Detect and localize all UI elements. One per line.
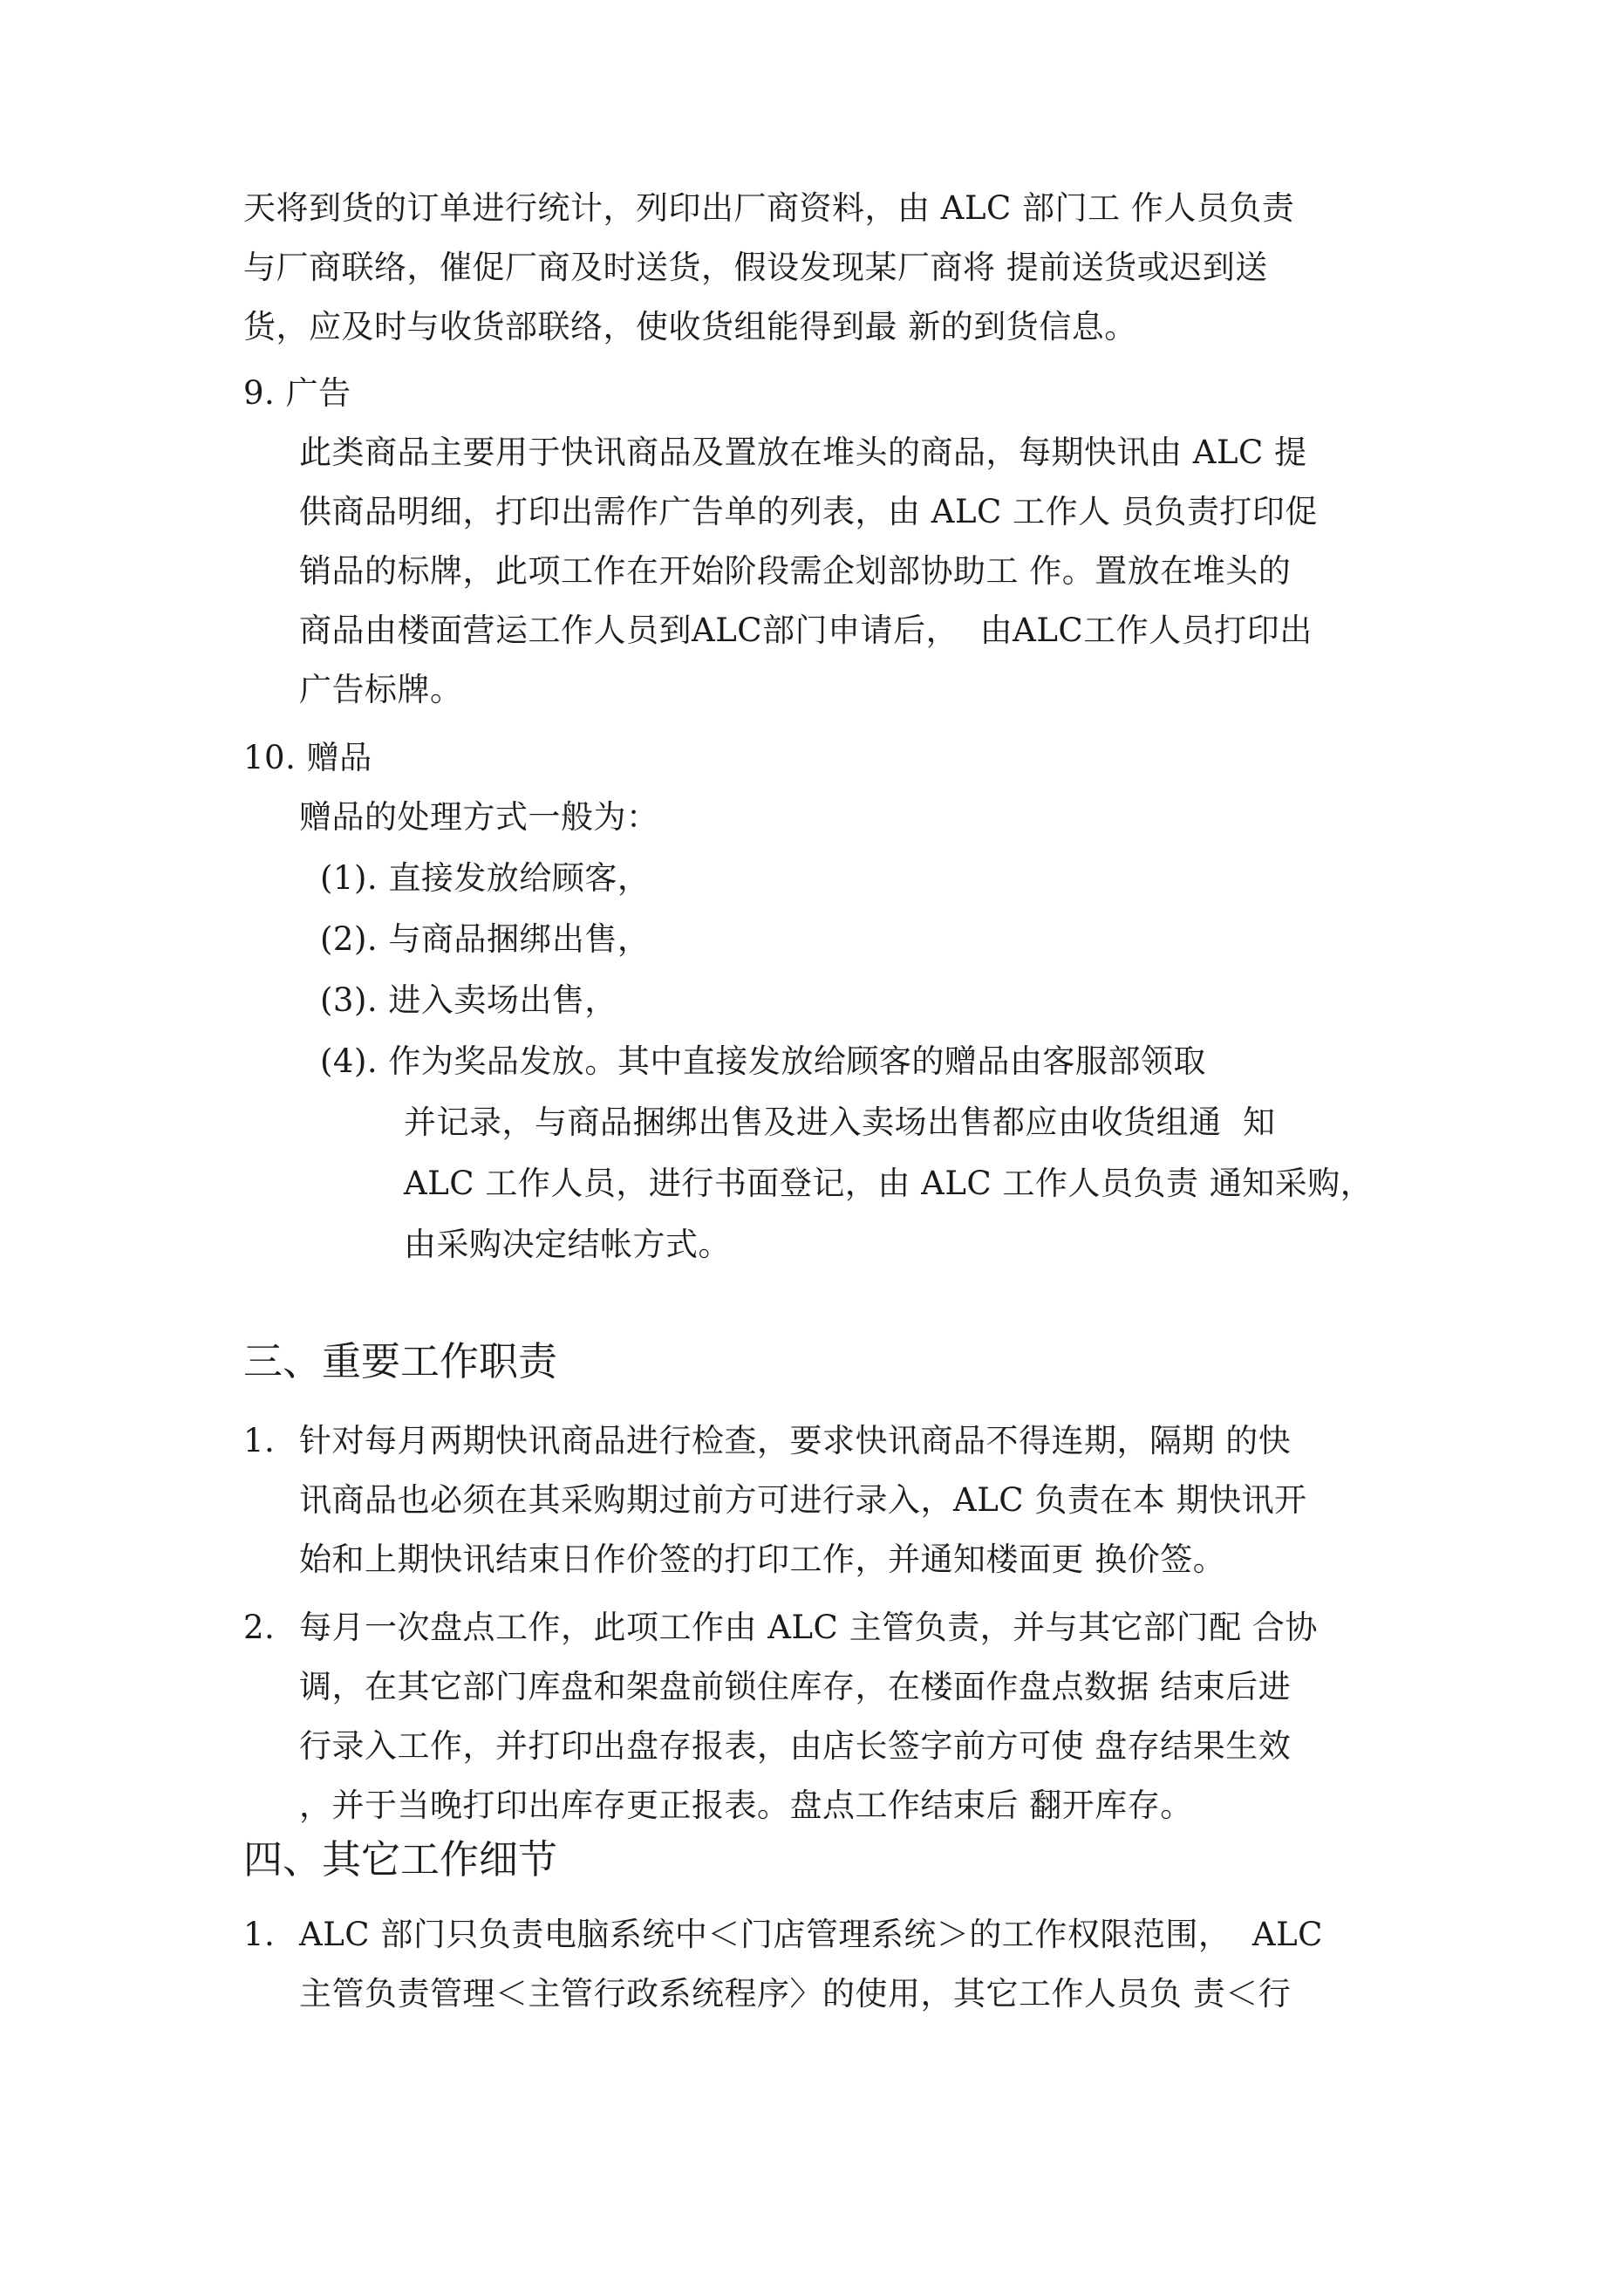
paragraph-line: 调，在其它部门库盘和架盘前锁住库存，在楼面作盘点数据 结束后进 [299, 1668, 1292, 1705]
paragraph-line: 针对每月两期快讯商品进行检查，要求快讯商品不得连期，隔期 的快 [299, 1422, 1292, 1459]
section-heading: 三、重要工作职责 [243, 1338, 558, 1384]
list-number: 1. [243, 1916, 276, 1953]
paragraph-line: 行录入工作，并打印出盘存报表，由店长签字前方可使 盘存结果生效 [299, 1727, 1292, 1765]
list-item-title: 9. 广告 [243, 374, 351, 412]
paragraph-line: 广告标牌。 [299, 671, 463, 708]
paragraph-line: 供商品明细，打印出需作广告单的列表，由 ALC 工作人 员负责打印促 [299, 493, 1318, 530]
paragraph-line: 天将到货的订单进行统计，列印出厂商资料，由 ALC 部门工 作人员负责 [243, 189, 1295, 227]
paragraph-line: ALC 工作人员，进行书面登记，由 ALC 工作人员负责 通知采购， [404, 1165, 1374, 1202]
paragraph-line: ALC 部门只负责电脑系统中＜门店管理系统＞的工作权限范围， ALC [299, 1916, 1323, 1953]
sub-list-item: (4). 作为奖品发放。其中直接发放给顾客的赠品由客服部领取 [320, 1042, 1206, 1080]
paragraph-line: 主管负责管理＜主管行政系统程序〉的使用，其它工作人员负 责＜行 [299, 1975, 1292, 2012]
paragraph-line: 始和上期快讯结束日作价签的打印工作，并通知楼面更 换价签。 [299, 1541, 1226, 1578]
paragraph-line: 货，应及时与收货部联络，使收货组能得到最 新的到货信息。 [243, 308, 1137, 345]
paragraph-line: 与厂商联络，催促厂商及时送货，假设发现某厂商将 提前送货或迟到送 [243, 249, 1268, 286]
paragraph-line: 每月一次盘点工作，此项工作由 ALC 主管负责，并与其它部门配 合协 [299, 1609, 1318, 1646]
paragraph-line: 赠品的处理方式一般为： [299, 798, 659, 836]
paragraph-line: 由采购决定结帐方式。 [404, 1226, 731, 1263]
section-heading: 四、其它工作细节 [243, 1836, 558, 1883]
paragraph-line: 此类商品主要用于快讯商品及置放在堆头的商品，每期快讯由 ALC 提 [299, 434, 1307, 471]
paragraph-line: 商品由楼面营运工作人员到ALC部门申请后， 由ALC工作人员打印出 [299, 612, 1313, 649]
sub-list-item: (3). 进入卖场出售， [320, 981, 617, 1019]
list-number: 1. [243, 1422, 276, 1459]
paragraph-line: ，并于当晚打印出库存更正报表。盘点工作结束后 翻开库存。 [299, 1787, 1193, 1824]
sub-list-item: (2). 与商品捆绑出售， [320, 920, 651, 958]
list-item-title: 10. 赠品 [243, 739, 372, 776]
paragraph-line: 销品的标牌，此项工作在开始阶段需企划部协助工 作。置放在堆头的 [299, 552, 1292, 590]
paragraph-line: 讯商品也必须在其采购期过前方可进行录入，ALC 负责在本 期快讯开 [299, 1481, 1307, 1519]
paragraph-line: 并记录，与商品捆绑出售及进入卖场出售都应由收货组通 知 [404, 1104, 1276, 1141]
list-number: 2. [243, 1609, 276, 1646]
sub-list-item: (1). 直接发放给顾客， [320, 859, 651, 897]
